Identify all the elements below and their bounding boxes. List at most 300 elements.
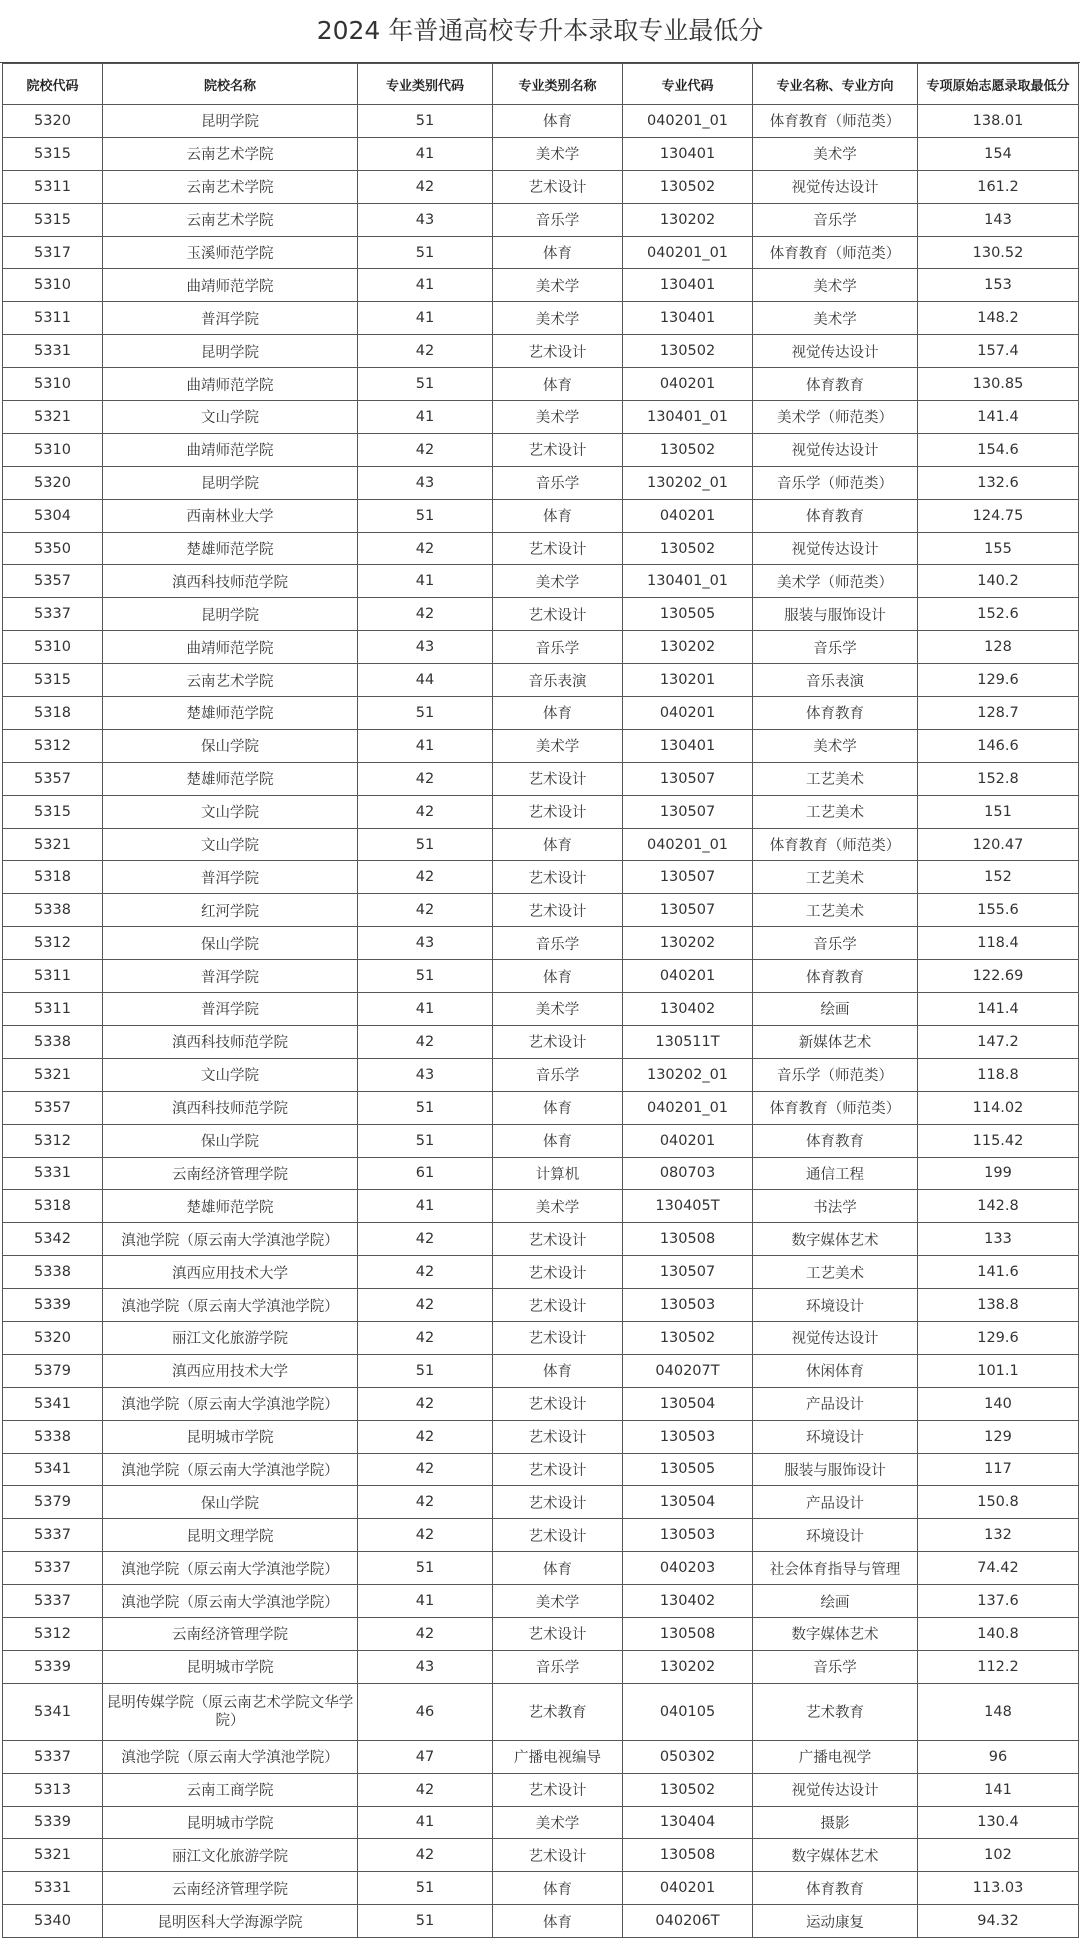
cell-major-name: 通信工程 (753, 1157, 918, 1190)
page-title: 2024 年普通高校专升本录取专业最低分 (0, 0, 1080, 63)
cell-category-code: 61 (358, 1157, 493, 1190)
cell-school-name: 楚雄师范学院 (103, 532, 358, 565)
table-row (3, 631, 1079, 664)
cell-category-name: 音乐学 (493, 203, 623, 236)
table-row (3, 466, 1079, 499)
cell-min-score: 130.85 (918, 368, 1079, 401)
cell-category-name: 体育 (493, 1552, 623, 1585)
cell-major-code: 130401 (623, 302, 753, 335)
cell-category-code: 51 (358, 236, 493, 269)
cell-category-code: 51 (358, 499, 493, 532)
cell-major-code: 130507 (623, 762, 753, 795)
cell-category-name: 艺术设计 (493, 861, 623, 894)
table-row (3, 433, 1079, 466)
cell-category-name: 艺术设计 (493, 1223, 623, 1256)
cell-min-score: 129 (918, 1420, 1079, 1453)
cell-category-code: 41 (358, 1585, 493, 1618)
cell-category-code: 41 (358, 565, 493, 598)
cell-major-name: 休闲体育 (753, 1354, 918, 1387)
cell-school-code: 5321 (3, 1058, 103, 1091)
cell-school-name: 保山学院 (103, 1486, 358, 1519)
cell-major-name: 美术学 (753, 137, 918, 170)
cell-category-code: 42 (358, 1486, 493, 1519)
cell-min-score: 101.1 (918, 1354, 1079, 1387)
cell-category-name: 体育 (493, 1905, 623, 1938)
header-min-score: 专项原始志愿录取最低分 (918, 64, 1079, 105)
cell-category-code: 51 (358, 697, 493, 730)
cell-school-name: 滇西应用技术大学 (103, 1354, 358, 1387)
cell-category-code: 42 (358, 1289, 493, 1322)
cell-major-name: 数字媒体艺术 (753, 1617, 918, 1650)
cell-major-name: 工艺美术 (753, 894, 918, 927)
cell-major-code: 040105 (623, 1683, 753, 1740)
cell-major-code: 130202 (623, 927, 753, 960)
header-major-code: 专业代码 (623, 64, 753, 105)
cell-major-code: 130508 (623, 1839, 753, 1872)
cell-school-name: 曲靖师范学院 (103, 269, 358, 302)
cell-school-name: 丽江文化旅游学院 (103, 1321, 358, 1354)
cell-major-name: 体育教育 (753, 499, 918, 532)
cell-min-score: 154 (918, 137, 1079, 170)
cell-category-name: 艺术设计 (493, 1839, 623, 1872)
cell-major-name: 视觉传达设计 (753, 532, 918, 565)
cell-category-code: 41 (358, 137, 493, 170)
table-row (3, 1420, 1079, 1453)
table-row (3, 1321, 1079, 1354)
cell-major-name: 工艺美术 (753, 861, 918, 894)
cell-school-code: 5320 (3, 105, 103, 138)
cell-school-name: 昆明城市学院 (103, 1806, 358, 1839)
cell-school-code: 5311 (3, 302, 103, 335)
cell-school-code: 5357 (3, 1091, 103, 1124)
cell-major-name: 体育教育（师范类） (753, 236, 918, 269)
cell-min-score: 140.8 (918, 1617, 1079, 1650)
cell-major-code: 040201 (623, 960, 753, 993)
cell-school-code: 5312 (3, 729, 103, 762)
cell-min-score: 129.6 (918, 664, 1079, 697)
cell-min-score: 120.47 (918, 828, 1079, 861)
cell-school-code: 5339 (3, 1650, 103, 1683)
cell-min-score: 129.6 (918, 1321, 1079, 1354)
cell-major-code: 080703 (623, 1157, 753, 1190)
cell-school-code: 5338 (3, 1025, 103, 1058)
cell-min-score: 132 (918, 1519, 1079, 1552)
cell-category-name: 广播电视编导 (493, 1740, 623, 1773)
header-category-code: 专业类别代码 (358, 64, 493, 105)
cell-school-name: 云南工商学院 (103, 1773, 358, 1806)
cell-major-code: 040203 (623, 1552, 753, 1585)
cell-school-name: 文山学院 (103, 401, 358, 434)
cell-category-name: 艺术设计 (493, 598, 623, 631)
cell-school-name: 滇池学院（原云南大学滇池学院） (103, 1552, 358, 1585)
cell-category-name: 艺术设计 (493, 1617, 623, 1650)
cell-category-name: 美术学 (493, 137, 623, 170)
cell-school-code: 5312 (3, 927, 103, 960)
cell-category-code: 41 (358, 401, 493, 434)
cell-major-name: 书法学 (753, 1190, 918, 1223)
cell-category-code: 46 (358, 1683, 493, 1740)
cell-school-name: 丽江文化旅游学院 (103, 1839, 358, 1872)
cell-school-code: 5331 (3, 1872, 103, 1905)
table-row (3, 729, 1079, 762)
cell-school-code: 5337 (3, 1552, 103, 1585)
cell-category-code: 43 (358, 1650, 493, 1683)
cell-min-score: 141.4 (918, 993, 1079, 1026)
cell-category-code: 51 (358, 368, 493, 401)
cell-major-code: 130404 (623, 1806, 753, 1839)
cell-major-name: 音乐表演 (753, 664, 918, 697)
cell-category-name: 音乐学 (493, 1650, 623, 1683)
table-row (3, 1025, 1079, 1058)
cell-category-name: 体育 (493, 960, 623, 993)
cell-school-name: 云南艺术学院 (103, 170, 358, 203)
cell-category-name: 艺术设计 (493, 1387, 623, 1420)
cell-category-name: 美术学 (493, 565, 623, 598)
cell-major-code: 130202 (623, 631, 753, 664)
cell-major-name: 环境设计 (753, 1519, 918, 1552)
cell-category-code: 47 (358, 1740, 493, 1773)
cell-min-score: 155.6 (918, 894, 1079, 927)
cell-school-code: 5318 (3, 1190, 103, 1223)
table-row (3, 1773, 1079, 1806)
cell-school-code: 5331 (3, 335, 103, 368)
cell-category-name: 音乐学 (493, 466, 623, 499)
cell-category-name: 体育 (493, 1872, 623, 1905)
cell-min-score: 142.8 (918, 1190, 1079, 1223)
table-row (3, 960, 1079, 993)
cell-major-name: 服装与服饰设计 (753, 598, 918, 631)
cell-major-code: 130502 (623, 433, 753, 466)
cell-min-score: 124.75 (918, 499, 1079, 532)
cell-school-code: 5338 (3, 1420, 103, 1453)
cell-school-code: 5312 (3, 1617, 103, 1650)
cell-school-code: 5315 (3, 664, 103, 697)
cell-school-name: 昆明学院 (103, 335, 358, 368)
cell-school-name: 保山学院 (103, 1124, 358, 1157)
table-row (3, 1157, 1079, 1190)
cell-major-name: 服装与服饰设计 (753, 1453, 918, 1486)
cell-category-code: 42 (358, 1321, 493, 1354)
cell-min-score: 151 (918, 795, 1079, 828)
cell-major-name: 美术学（师范类） (753, 565, 918, 598)
cell-school-code: 5357 (3, 762, 103, 795)
cell-major-name: 绘画 (753, 1585, 918, 1618)
cell-school-name: 昆明文理学院 (103, 1519, 358, 1552)
cell-category-code: 42 (358, 1453, 493, 1486)
table-row (3, 302, 1079, 335)
cell-category-code: 51 (358, 828, 493, 861)
table-row (3, 1256, 1079, 1289)
table-row (3, 532, 1079, 565)
cell-category-code: 42 (358, 1839, 493, 1872)
cell-category-name: 艺术设计 (493, 170, 623, 203)
cell-min-score: 152.8 (918, 762, 1079, 795)
table-row (3, 1387, 1079, 1420)
cell-category-code: 51 (358, 960, 493, 993)
cell-min-score: 102 (918, 1839, 1079, 1872)
cell-major-name: 视觉传达设计 (753, 170, 918, 203)
cell-category-code: 44 (358, 664, 493, 697)
header-category-name: 专业类别名称 (493, 64, 623, 105)
cell-school-name: 普洱学院 (103, 960, 358, 993)
cell-major-code: 040207T (623, 1354, 753, 1387)
header-school-name: 院校名称 (103, 64, 358, 105)
cell-min-score: 138.01 (918, 105, 1079, 138)
cell-min-score: 137.6 (918, 1585, 1079, 1618)
cell-major-code: 130401_01 (623, 401, 753, 434)
cell-school-code: 5337 (3, 1740, 103, 1773)
cell-school-name: 云南艺术学院 (103, 137, 358, 170)
cell-school-code: 5339 (3, 1806, 103, 1839)
cell-category-name: 美术学 (493, 302, 623, 335)
table-row (3, 993, 1079, 1026)
cell-category-code: 42 (358, 1617, 493, 1650)
cell-major-name: 音乐学 (753, 203, 918, 236)
cell-major-name: 体育教育 (753, 697, 918, 730)
cell-category-name: 体育 (493, 368, 623, 401)
cell-school-code: 5317 (3, 236, 103, 269)
cell-min-score: 128.7 (918, 697, 1079, 730)
cell-major-code: 040201 (623, 697, 753, 730)
cell-major-code: 040201 (623, 1124, 753, 1157)
cell-school-name: 滇西科技师范学院 (103, 1025, 358, 1058)
cell-school-code: 5341 (3, 1387, 103, 1420)
table-row (3, 1486, 1079, 1519)
cell-major-code: 130502 (623, 1321, 753, 1354)
cell-major-name: 音乐学 (753, 1650, 918, 1683)
cell-category-name: 美术学 (493, 993, 623, 1026)
cell-category-name: 体育 (493, 499, 623, 532)
cell-major-code: 040201 (623, 368, 753, 401)
cell-major-code: 130508 (623, 1617, 753, 1650)
cell-min-score: 133 (918, 1223, 1079, 1256)
cell-school-name: 楚雄师范学院 (103, 762, 358, 795)
cell-category-code: 42 (358, 170, 493, 203)
table-row (3, 170, 1079, 203)
table-row (3, 1650, 1079, 1683)
cell-category-code: 41 (358, 1190, 493, 1223)
table-row (3, 1683, 1079, 1740)
table-row (3, 368, 1079, 401)
cell-major-name: 体育教育（师范类） (753, 828, 918, 861)
cell-school-code: 5350 (3, 532, 103, 565)
cell-major-name: 音乐学（师范类） (753, 466, 918, 499)
cell-major-code: 130507 (623, 795, 753, 828)
cell-category-code: 51 (358, 1552, 493, 1585)
table-row (3, 1190, 1079, 1223)
cell-major-code: 050302 (623, 1740, 753, 1773)
cell-min-score: 114.02 (918, 1091, 1079, 1124)
cell-school-name: 滇西科技师范学院 (103, 1091, 358, 1124)
cell-min-score: 132.6 (918, 466, 1079, 499)
cell-major-code: 040201_01 (623, 105, 753, 138)
cell-school-code: 5310 (3, 269, 103, 302)
cell-major-name: 视觉传达设计 (753, 1321, 918, 1354)
cell-major-code: 130505 (623, 598, 753, 631)
cell-min-score: 143 (918, 203, 1079, 236)
cell-category-code: 42 (358, 598, 493, 631)
cell-major-code: 130402 (623, 993, 753, 1026)
cell-major-name: 美术学 (753, 729, 918, 762)
cell-major-name: 工艺美术 (753, 795, 918, 828)
cell-category-name: 美术学 (493, 1190, 623, 1223)
cell-category-code: 43 (358, 203, 493, 236)
cell-school-code: 5320 (3, 1321, 103, 1354)
cell-school-name: 滇西应用技术大学 (103, 1256, 358, 1289)
cell-school-name: 保山学院 (103, 927, 358, 960)
cell-major-name: 产品设计 (753, 1486, 918, 1519)
table-row (3, 861, 1079, 894)
cell-school-name: 滇池学院（原云南大学滇池学院） (103, 1740, 358, 1773)
cell-major-name: 运动康复 (753, 1905, 918, 1938)
cell-category-name: 艺术设计 (493, 532, 623, 565)
table-row (3, 1091, 1079, 1124)
cell-school-name: 云南经济管理学院 (103, 1157, 358, 1190)
cell-major-code: 130511T (623, 1025, 753, 1058)
cell-min-score: 130.4 (918, 1806, 1079, 1839)
cell-school-code: 5310 (3, 368, 103, 401)
cell-category-code: 42 (358, 1025, 493, 1058)
cell-school-name: 昆明传媒学院（原云南艺术学院文华学院） (103, 1683, 358, 1740)
table-row (3, 236, 1079, 269)
cell-major-code: 130202 (623, 203, 753, 236)
cell-category-code: 42 (358, 795, 493, 828)
cell-category-name: 体育 (493, 1354, 623, 1387)
table-row (3, 105, 1079, 138)
cell-category-code: 41 (358, 269, 493, 302)
cell-major-name: 绘画 (753, 993, 918, 1026)
cell-school-code: 5337 (3, 1585, 103, 1618)
cell-school-name: 曲靖师范学院 (103, 368, 358, 401)
cell-category-code: 42 (358, 1773, 493, 1806)
cell-min-score: 141 (918, 1773, 1079, 1806)
cell-category-code: 42 (358, 1387, 493, 1420)
cell-major-code: 130504 (623, 1486, 753, 1519)
cell-category-name: 美术学 (493, 1806, 623, 1839)
cell-school-code: 5339 (3, 1289, 103, 1322)
cell-school-code: 5304 (3, 499, 103, 532)
cell-category-name: 计算机 (493, 1157, 623, 1190)
cell-school-code: 5311 (3, 960, 103, 993)
cell-category-code: 42 (358, 1223, 493, 1256)
cell-school-name: 保山学院 (103, 729, 358, 762)
cell-major-name: 摄影 (753, 1806, 918, 1839)
cell-major-code: 130503 (623, 1289, 753, 1322)
cell-school-code: 5313 (3, 1773, 103, 1806)
table-row (3, 269, 1079, 302)
cell-min-score: 138.8 (918, 1289, 1079, 1322)
cell-min-score: 122.69 (918, 960, 1079, 993)
cell-category-code: 51 (358, 1872, 493, 1905)
cell-school-code: 5337 (3, 1519, 103, 1552)
table-row (3, 795, 1079, 828)
cell-min-score: 117 (918, 1453, 1079, 1486)
cell-category-name: 音乐学 (493, 927, 623, 960)
cell-school-code: 5338 (3, 1256, 103, 1289)
cell-major-code: 130504 (623, 1387, 753, 1420)
cell-category-name: 艺术设计 (493, 1321, 623, 1354)
cell-min-score: 118.8 (918, 1058, 1079, 1091)
cell-category-name: 艺术设计 (493, 894, 623, 927)
cell-category-name: 艺术设计 (493, 1453, 623, 1486)
cell-min-score: 199 (918, 1157, 1079, 1190)
cell-school-code: 5310 (3, 433, 103, 466)
cell-major-name: 体育教育 (753, 960, 918, 993)
cell-min-score: 152.6 (918, 598, 1079, 631)
cell-min-score: 96 (918, 1740, 1079, 1773)
cell-school-name: 文山学院 (103, 1058, 358, 1091)
cell-major-name: 体育教育（师范类） (753, 105, 918, 138)
cell-major-code: 130202 (623, 1650, 753, 1683)
cell-category-code: 41 (358, 1806, 493, 1839)
cell-school-name: 云南艺术学院 (103, 664, 358, 697)
table-row (3, 1617, 1079, 1650)
cell-min-score: 146.6 (918, 729, 1079, 762)
cell-category-name: 艺术设计 (493, 762, 623, 795)
table-row (3, 1124, 1079, 1157)
cell-major-code: 130502 (623, 335, 753, 368)
cell-school-code: 5321 (3, 401, 103, 434)
cell-min-score: 113.03 (918, 1872, 1079, 1905)
cell-major-code: 130401_01 (623, 565, 753, 598)
cell-major-code: 130507 (623, 1256, 753, 1289)
cell-category-name: 音乐学 (493, 1058, 623, 1091)
table-row (3, 137, 1079, 170)
cell-min-score: 130.52 (918, 236, 1079, 269)
table-row (3, 927, 1079, 960)
cell-major-name: 视觉传达设计 (753, 1773, 918, 1806)
admission-table (2, 63, 1079, 1938)
cell-major-name: 音乐学 (753, 927, 918, 960)
table-row (3, 1223, 1079, 1256)
cell-major-code: 130507 (623, 861, 753, 894)
cell-min-score: 118.4 (918, 927, 1079, 960)
cell-major-name: 新媒体艺术 (753, 1025, 918, 1058)
cell-category-code: 51 (358, 1905, 493, 1938)
cell-school-code: 5342 (3, 1223, 103, 1256)
cell-category-name: 体育 (493, 105, 623, 138)
cell-school-name: 西南林业大学 (103, 499, 358, 532)
cell-category-name: 体育 (493, 828, 623, 861)
cell-school-code: 5315 (3, 203, 103, 236)
cell-major-name: 美术学 (753, 269, 918, 302)
cell-school-name: 滇西科技师范学院 (103, 565, 358, 598)
table-row (3, 1905, 1079, 1938)
cell-school-name: 普洱学院 (103, 302, 358, 335)
cell-category-name: 音乐学 (493, 631, 623, 664)
cell-school-name: 昆明城市学院 (103, 1650, 358, 1683)
cell-major-code: 130505 (623, 1453, 753, 1486)
cell-major-code: 130401 (623, 729, 753, 762)
cell-major-name: 产品设计 (753, 1387, 918, 1420)
cell-category-code: 43 (358, 631, 493, 664)
cell-school-code: 5315 (3, 137, 103, 170)
cell-major-code: 130502 (623, 170, 753, 203)
cell-school-name: 昆明城市学院 (103, 1420, 358, 1453)
cell-category-code: 41 (358, 302, 493, 335)
cell-major-code: 130402 (623, 1585, 753, 1618)
cell-category-code: 51 (358, 1124, 493, 1157)
cell-major-name: 社会体育指导与管理 (753, 1552, 918, 1585)
header-school-code: 院校代码 (3, 64, 103, 105)
cell-school-name: 楚雄师范学院 (103, 697, 358, 730)
cell-min-score: 141.6 (918, 1256, 1079, 1289)
cell-major-name: 环境设计 (753, 1289, 918, 1322)
table-row (3, 828, 1079, 861)
cell-school-code: 5318 (3, 861, 103, 894)
cell-major-name: 数字媒体艺术 (753, 1223, 918, 1256)
cell-category-code: 41 (358, 993, 493, 1026)
